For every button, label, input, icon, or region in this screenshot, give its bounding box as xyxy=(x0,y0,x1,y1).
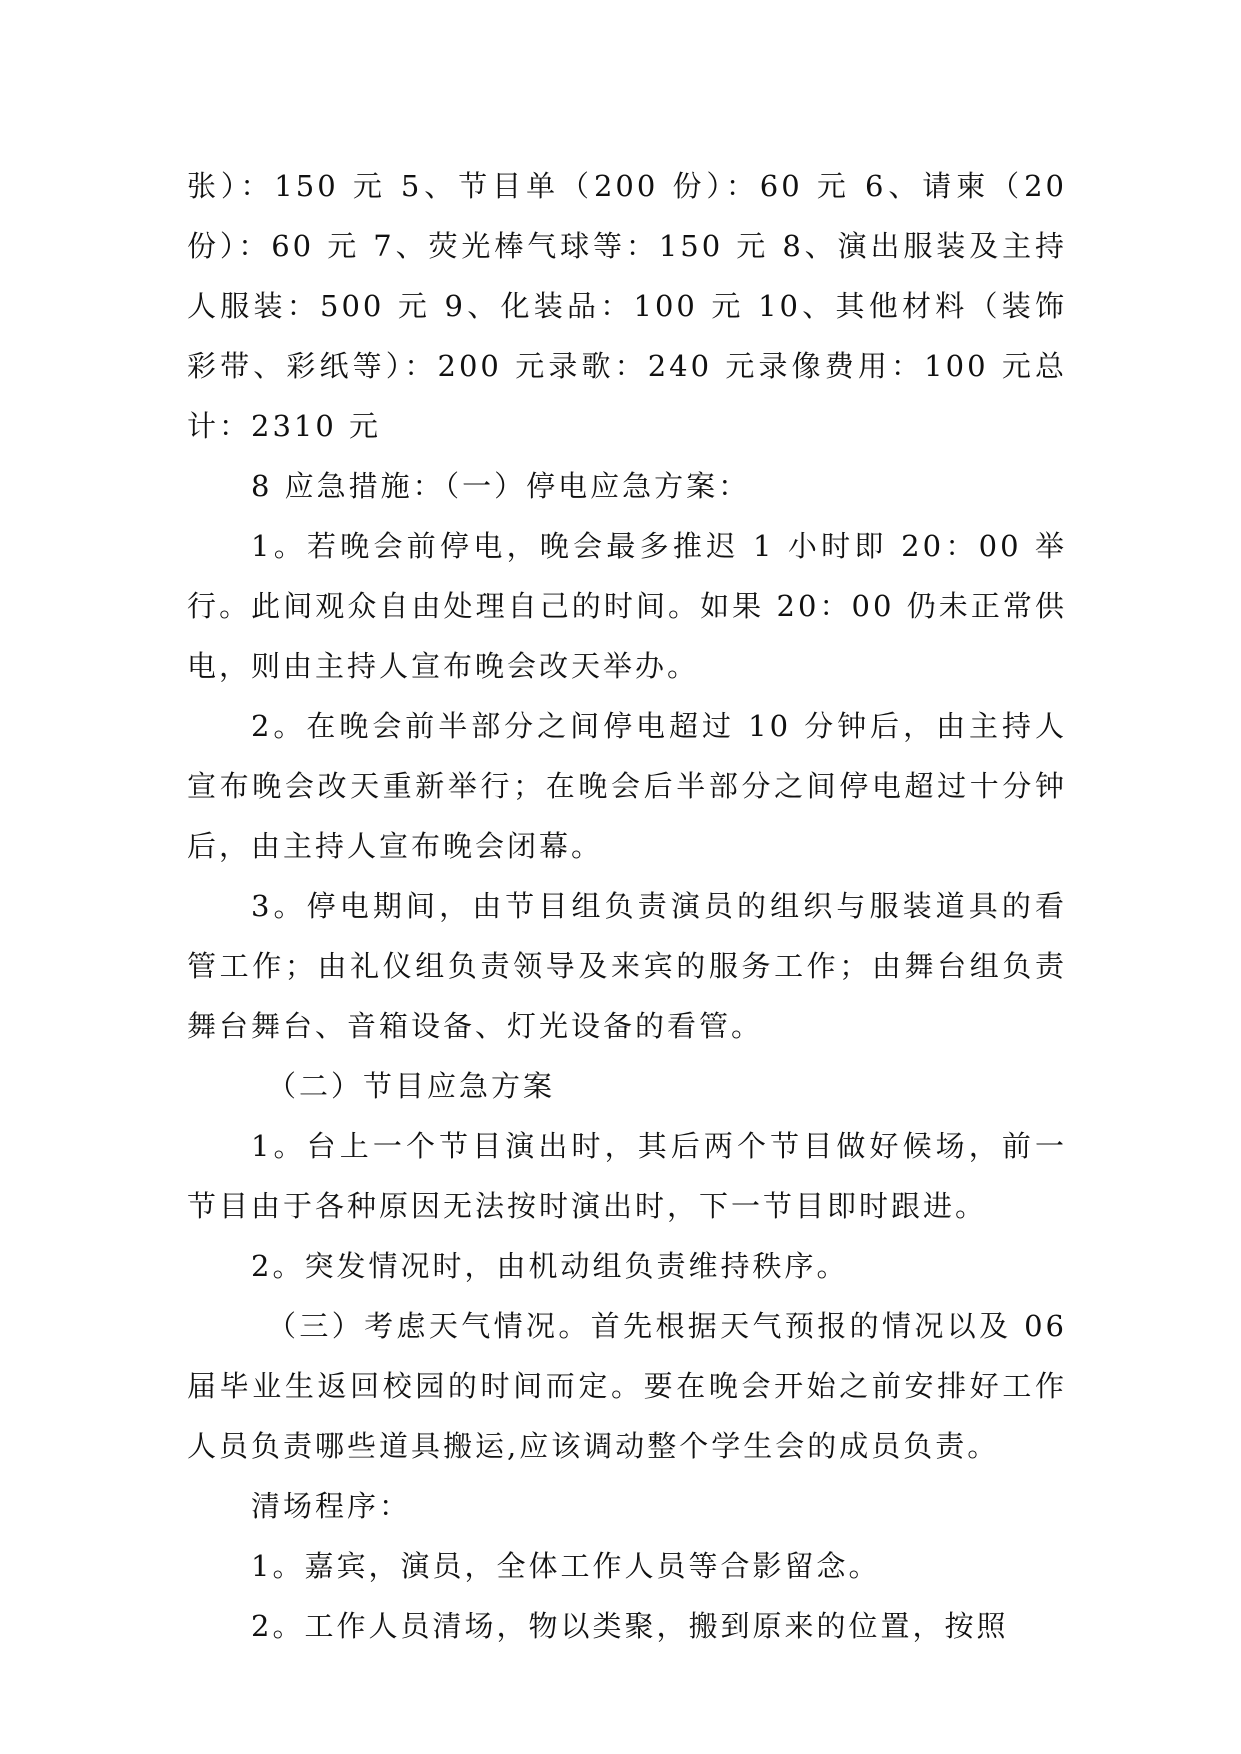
power-outage-item-3: 3。停电期间，由节目组负责演员的组织与服装道具的看管工作；由礼仪组负责领导及来宾的服务工作；由舞台组负责舞台舞台、音箱设备、灯光设备的看管。 xyxy=(187,889,1067,1043)
program-emergency-heading: （二）节目应急方案 xyxy=(267,1069,556,1103)
cleanup-heading: 清场程序： xyxy=(251,1489,412,1523)
weather-paragraph: （三）考虑天气情况。首先根据天气预报的情况以及 06 届毕业生返回校园的时间而定。要在晚会开始之前安排好工作人员负责哪些道具搬运,应该调动整个学生会的成员负责。 xyxy=(187,1309,1067,1463)
power-outage-item-2: 2。在晚会前半部分之间停电超过 10 分钟后，由主持人宣布晚会改天重新举行；在晚会后半部分之间停电超过十分钟后，由主持人宣布晚会闭幕。 xyxy=(187,709,1067,863)
program-emergency-item-1: 1。台上一个节目演出时，其后两个节目做好候场，前一节目由于各种原因无法按时演出时，下一节目即时跟进。 xyxy=(187,1129,1067,1223)
document-body xyxy=(187,156,1067,1656)
program-emergency-item-2: 2。突发情况时，由机动组负责维持秩序。 xyxy=(251,1249,849,1283)
budget-paragraph: 张）：150 元 5、节目单（200 份）：60 元 6、请柬（20 份）：60 元 7、荧光棒气球等：150 元 8、演出服装及主持人服装：500 元 9、化装品：100 元 10、其他材料（装饰彩带、彩纸等）：200 元录歌：240 元录像费用：100 元总计：2310 元 xyxy=(187,169,1067,443)
cleanup-item-2: 2。工作人员清场，物以类聚，搬到原来的位置，按照 xyxy=(251,1609,1009,1643)
power-outage-item-1: 1。若晚会前停电，晚会最多推迟 1 小时即 20：00 举行。此间观众自由处理自己的时间。如果 20：00 仍未正常供电，则由主持人宣布晚会改天举办。 xyxy=(187,529,1067,683)
emergency-heading: 8 应急措施：（一）停电应急方案： xyxy=(251,469,751,503)
cleanup-item-1: 1。嘉宾，演员，全体工作人员等合影留念。 xyxy=(251,1549,881,1583)
